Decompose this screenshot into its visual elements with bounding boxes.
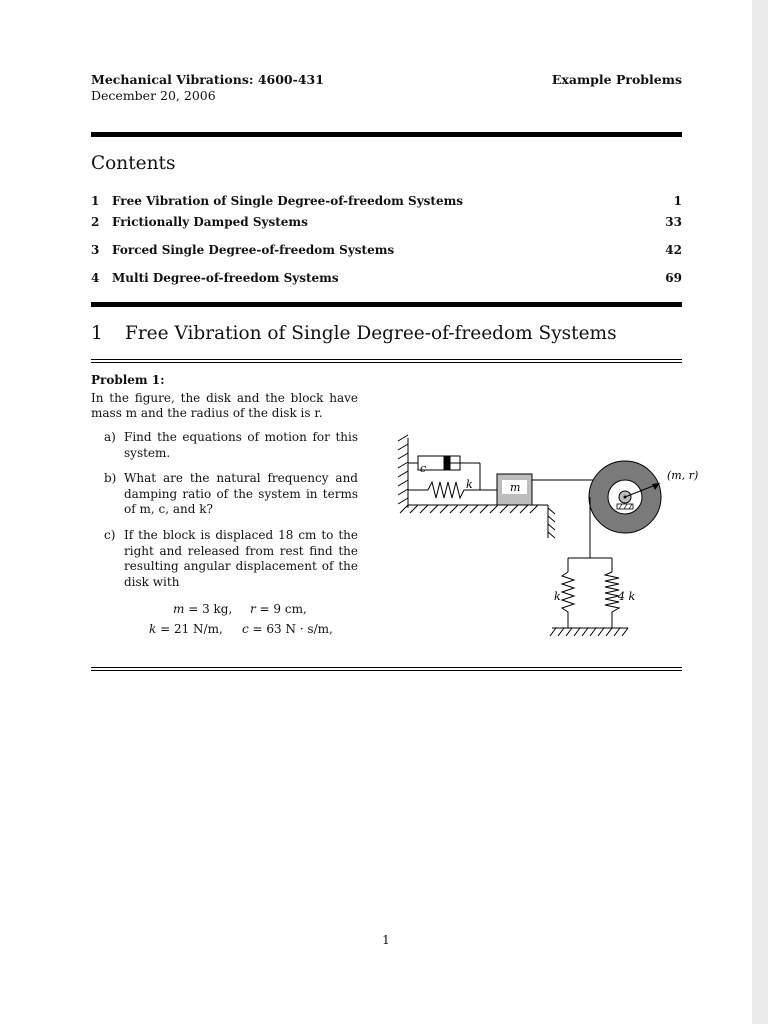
header-date: December 20, 2006 <box>91 88 216 103</box>
toc-entry-page: 69 <box>665 271 682 285</box>
problem-part-a <box>104 430 358 461</box>
header-left <box>91 72 324 104</box>
toc-entry-page: 33 <box>665 215 682 229</box>
problem-part-c <box>104 528 358 590</box>
eq-m-value: 3 kg, <box>202 602 233 616</box>
part-label: a) <box>104 430 116 444</box>
problem-title: Problem 1: <box>91 373 165 387</box>
toc-entry[interactable] <box>91 271 682 285</box>
eq-k-lhs: k = <box>149 622 174 636</box>
equation-damping <box>242 622 333 636</box>
equation-radius <box>250 602 307 616</box>
section-heading <box>91 323 617 344</box>
damper-label: c <box>420 462 427 475</box>
eq-r-lhs: r = <box>250 602 274 616</box>
bottom-ground <box>550 628 628 636</box>
toc-entry-number: 2 <box>91 215 100 229</box>
spring-left-label: k <box>554 590 561 603</box>
mechanism-figure <box>388 425 708 650</box>
toc-entry-number: 3 <box>91 243 100 257</box>
course-title: Mechanical Vibrations: 4600-431 <box>91 72 324 87</box>
toc-entry[interactable] <box>91 243 682 257</box>
contents-divider <box>91 302 682 307</box>
part-text: If the block is displaced 18 cm to the right and released from rest find the resulting angular displacement of the disk with <box>124 528 358 589</box>
part-label: b) <box>104 471 117 485</box>
toc-entry-page: 42 <box>665 243 682 257</box>
toc-entry-title: Multi Degree-of-freedom Systems <box>112 271 339 285</box>
toc-entry-title: Free Vibration of Single Degree-of-freedom Systems <box>112 194 464 208</box>
spring-k-label: k <box>466 478 473 491</box>
header-divider <box>91 132 682 137</box>
section-number: 1 <box>91 323 103 344</box>
toc-entry-number: 1 <box>91 194 100 208</box>
problem-intro: In the figure, the disk and the block have mass m and the radius of the disk is r. <box>91 391 358 420</box>
page-number: 1 <box>382 933 390 947</box>
part-label: c) <box>104 528 116 542</box>
spring-horizontal <box>408 482 497 498</box>
spring-left <box>562 572 574 628</box>
step-wall <box>548 505 555 538</box>
toc-entry-number: 4 <box>91 271 100 285</box>
mass-label: m <box>510 481 521 494</box>
eq-m-lhs: m = <box>173 602 203 616</box>
section-title: Free Vibration of Single Degree-of-freedom Systems <box>125 323 617 344</box>
toc-entry[interactable] <box>91 215 682 229</box>
toc-entry[interactable] <box>91 194 682 208</box>
contents-heading: Contents <box>91 153 176 174</box>
part-text: Find the equations of motion for this system. <box>124 430 358 460</box>
scrollbar-track[interactable] <box>752 0 768 1024</box>
floor-ground <box>400 505 548 513</box>
spring-right <box>605 572 619 628</box>
eq-r-value: 9 cm, <box>273 602 307 616</box>
left-wall <box>398 435 408 508</box>
header-right-label: Example Problems <box>551 72 682 87</box>
toc-entry-title: Forced Single Degree-of-freedom Systems <box>112 243 395 257</box>
spring-right-label: 4 k <box>618 590 636 603</box>
equation-mass <box>173 602 232 616</box>
equation-stiffness <box>149 622 223 636</box>
toc-entry-page: 1 <box>673 194 682 208</box>
problem-part-b <box>104 471 358 518</box>
eq-k-value: 21 N/m, <box>173 622 223 636</box>
problem-top-rule <box>91 359 682 363</box>
eq-c-lhs: c = <box>242 622 267 636</box>
disk <box>589 461 661 533</box>
problem-bottom-rule <box>91 667 682 671</box>
part-text: What are the natural frequency and damping ratio of the system in terms of m, c, and k? <box>124 471 358 516</box>
toc-entry-title: Frictionally Damped Systems <box>112 215 308 229</box>
eq-c-value: 63 N · s/m, <box>266 622 333 636</box>
disk-label: (m, r) <box>667 469 699 482</box>
